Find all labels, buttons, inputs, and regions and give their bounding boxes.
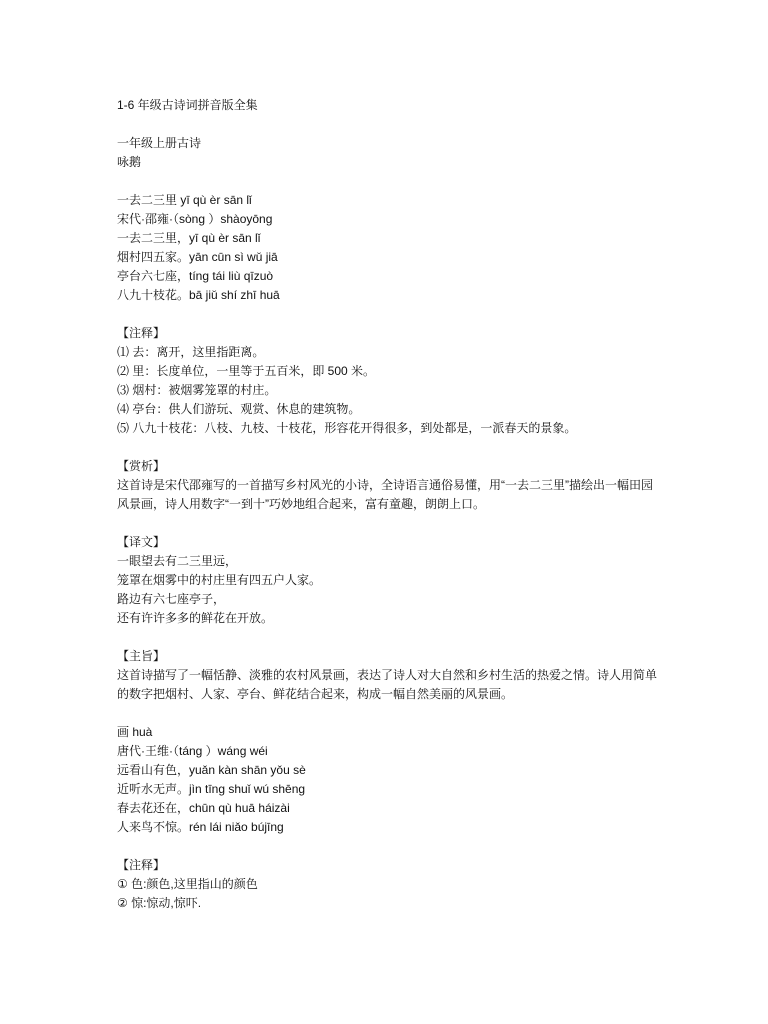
- poem-line: 人来鸟不惊。rén lái niǎo bújīng: [117, 820, 284, 834]
- note-item: ⑷ 亭台：供人们游玩、观赏、休息的建筑物。: [117, 402, 361, 416]
- translation-line: 一眼望去有二三里远，: [117, 554, 238, 568]
- poem-author: 宋代·邵雍·（sòng ）shàoyōng: [117, 212, 273, 226]
- note-item: ⑶ 烟村：被烟雾笼罩的村庄。: [117, 383, 277, 397]
- spacer: [117, 438, 657, 457]
- notes-heading: 【注释】: [117, 326, 166, 340]
- section-grade-label: 一年级上册古诗: [117, 136, 202, 150]
- poem-line: 远看山有色，yuǎn kàn shān yǒu sè: [117, 763, 306, 777]
- notes-heading: 【注释】: [117, 858, 166, 872]
- spacer: [117, 837, 657, 856]
- note-item: ⑴ 去：离开，这里指距离。: [117, 345, 265, 359]
- translation-line: 路边有六七座亭子，: [117, 592, 226, 606]
- spacer: [117, 628, 657, 647]
- spacer: [117, 514, 657, 533]
- poem-line: 亭台六七座，tíng tái liù qīzuò: [117, 269, 274, 283]
- poem-line: 一去二三里，yī qù èr sān lǐ: [117, 231, 261, 245]
- translation-line: 笼罩在烟雾中的村庄里有四五户人家。: [117, 573, 322, 587]
- document-title: 1-6 年级古诗词拼音版全集: [117, 98, 258, 112]
- note-item: ⑸ 八九十枝花：八枝、九枝、十枝花，形容花开得很多，到处都是，一派春天的景象。: [117, 421, 577, 435]
- poem-line: 近听水无声。jìn tīng shuǐ wú shēng: [117, 782, 306, 796]
- analysis-heading: 【赏析】: [117, 459, 166, 473]
- note-item: ⑵ 里：长度单位，一里等于五百米，即 500 米。: [117, 364, 376, 378]
- spacer: [117, 305, 657, 324]
- analysis-text: 这首诗是宋代邵雍写的一首描写乡村风光的小诗，全诗语言通俗易懂，用“一去二三里”描绘出一幅田园风景画，诗人用数字“一到十”巧妙地组合起来，富有童趣，朗朗上口。: [117, 478, 653, 511]
- section-subtitle: 咏鹅: [117, 155, 142, 169]
- poem-title: 一去二三里 yī qù èr sān lǐ: [117, 193, 252, 207]
- poem-line: 八九十枝花。bā jiǔ shí zhī huā: [117, 288, 280, 302]
- document-page: [117, 96, 657, 913]
- spacer: [117, 704, 657, 723]
- intent-heading: 【主旨】: [117, 649, 166, 663]
- translation-line: 还有许许多多的鲜花在开放。: [117, 611, 274, 625]
- spacer: [117, 172, 657, 191]
- note-item: ② 惊:惊动,惊吓.: [117, 896, 202, 910]
- poem-line: 春去花还在，chūn qù huā háizài: [117, 801, 290, 815]
- translation-heading: 【译文】: [117, 535, 166, 549]
- note-item: ① 色:颜色,这里指山的颜色: [117, 877, 258, 891]
- intent-text: 这首诗描写了一幅恬静、淡雅的农村风景画，表达了诗人对大自然和乡村生活的热爱之情。诗人用简单的数字把烟村、人家、亭台、鲜花结合起来，构成一幅自然美丽的风景画。: [117, 668, 658, 701]
- poem-line: 烟村四五家。yān cūn sì wǔ jiā: [117, 250, 278, 264]
- poem-title: 画 huà: [117, 725, 153, 739]
- spacer: [117, 115, 657, 134]
- poem-author: 唐代·王维·（táng ）wáng wéi: [117, 744, 268, 758]
